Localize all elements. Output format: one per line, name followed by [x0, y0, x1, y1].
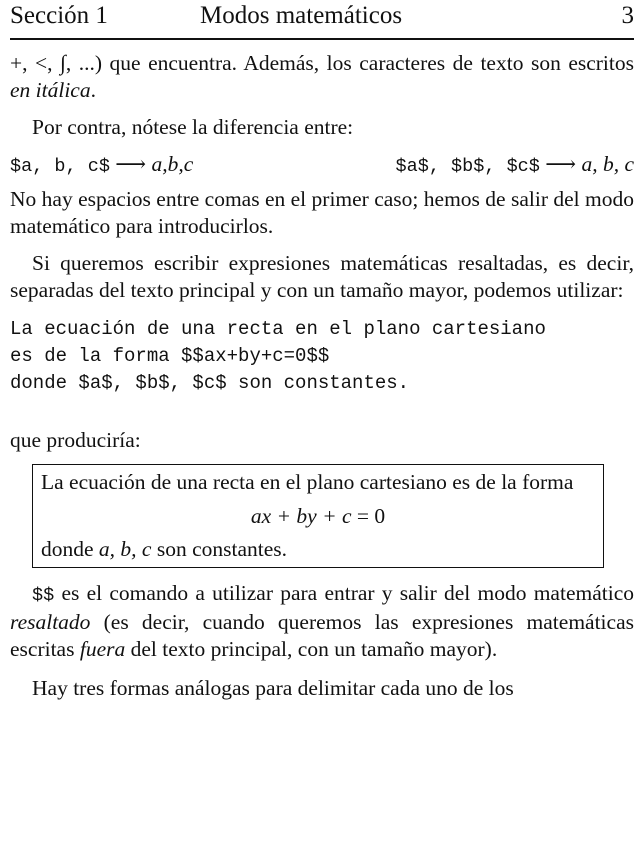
equation-equals: = — [351, 504, 375, 528]
paragraph-delimiters: Hay tres formas análogas para delimitar cada uno de los — [32, 676, 514, 700]
code-line: La ecuación de una recta en el plano cartesiano — [10, 318, 546, 340]
paragraph-text: +, <, ∫, ...) que encuentra. Además, los caracteres de texto son escritos — [10, 51, 634, 75]
paragraph-text: del texto principal, con un tamaño mayor). — [125, 637, 498, 661]
example-comparison — [10, 151, 634, 180]
box-text-part: donde — [41, 537, 99, 561]
document-page — [10, 0, 634, 702]
example-right — [370, 151, 634, 180]
italic-text: en itálica — [10, 78, 91, 102]
italic-text: resaltado — [10, 610, 91, 634]
example-right-code: $a$, $b$, $c$ — [395, 156, 540, 177]
example-left — [10, 151, 370, 180]
paragraph-text: es el comando a utilizar para entrar y salir del modo matemático — [54, 581, 634, 605]
code-line: donde $a$, $b$, $c$ son constantes. — [10, 372, 410, 394]
code-line: es de la forma $$ax+by+c=0$$ — [10, 345, 330, 367]
italic-text: fuera — [79, 637, 126, 661]
paragraph-contrast: Por contra, nótese la diferencia entre: — [32, 115, 354, 139]
example-left-result: a,b,c — [151, 152, 194, 176]
equation-lhs: ax + by + c — [250, 504, 352, 528]
arrow-icon: ⟶ — [539, 152, 582, 176]
example-right-result: a, b, c — [581, 152, 634, 176]
paragraph-spaces: No hay espacios entre comas en el primer caso; hemos de salir del modo matemático para introducirlos. — [10, 187, 634, 238]
box-text — [41, 536, 595, 563]
inline-code: $$ — [32, 585, 55, 606]
code-block — [10, 316, 634, 397]
equation-rhs: 0 — [374, 504, 386, 528]
box-text-part: son constantes. — [151, 537, 288, 561]
paragraph-text: (es decir, cuando queremos las expresiones matemáticas escritas — [10, 610, 634, 661]
paragraph-text: . — [90, 78, 96, 102]
chapter-title: Modos matemáticos — [200, 2, 403, 29]
rendered-example-box — [32, 464, 604, 568]
paragraph-dollar-command — [10, 580, 634, 663]
box-variables: a, b, c — [98, 537, 152, 561]
section-label: Sección 1 — [10, 2, 108, 29]
paragraph-display-math: Si queremos escribir expresiones matemáticas resaltadas, es decir, separadas del texto principal y con un tamaño mayor, podemos utilizar: — [10, 251, 634, 302]
arrow-icon: ⟶ — [109, 152, 152, 176]
paragraph-produces: que produciría: — [10, 428, 141, 452]
example-left-code: $a, b, c$ — [10, 156, 110, 177]
page-number: 3 — [621, 2, 634, 29]
running-header — [10, 0, 634, 40]
paragraph-continued — [10, 50, 634, 104]
box-text: La ecuación de una recta en el plano cartesiano es de la forma — [41, 470, 574, 494]
display-equation — [41, 496, 595, 536]
